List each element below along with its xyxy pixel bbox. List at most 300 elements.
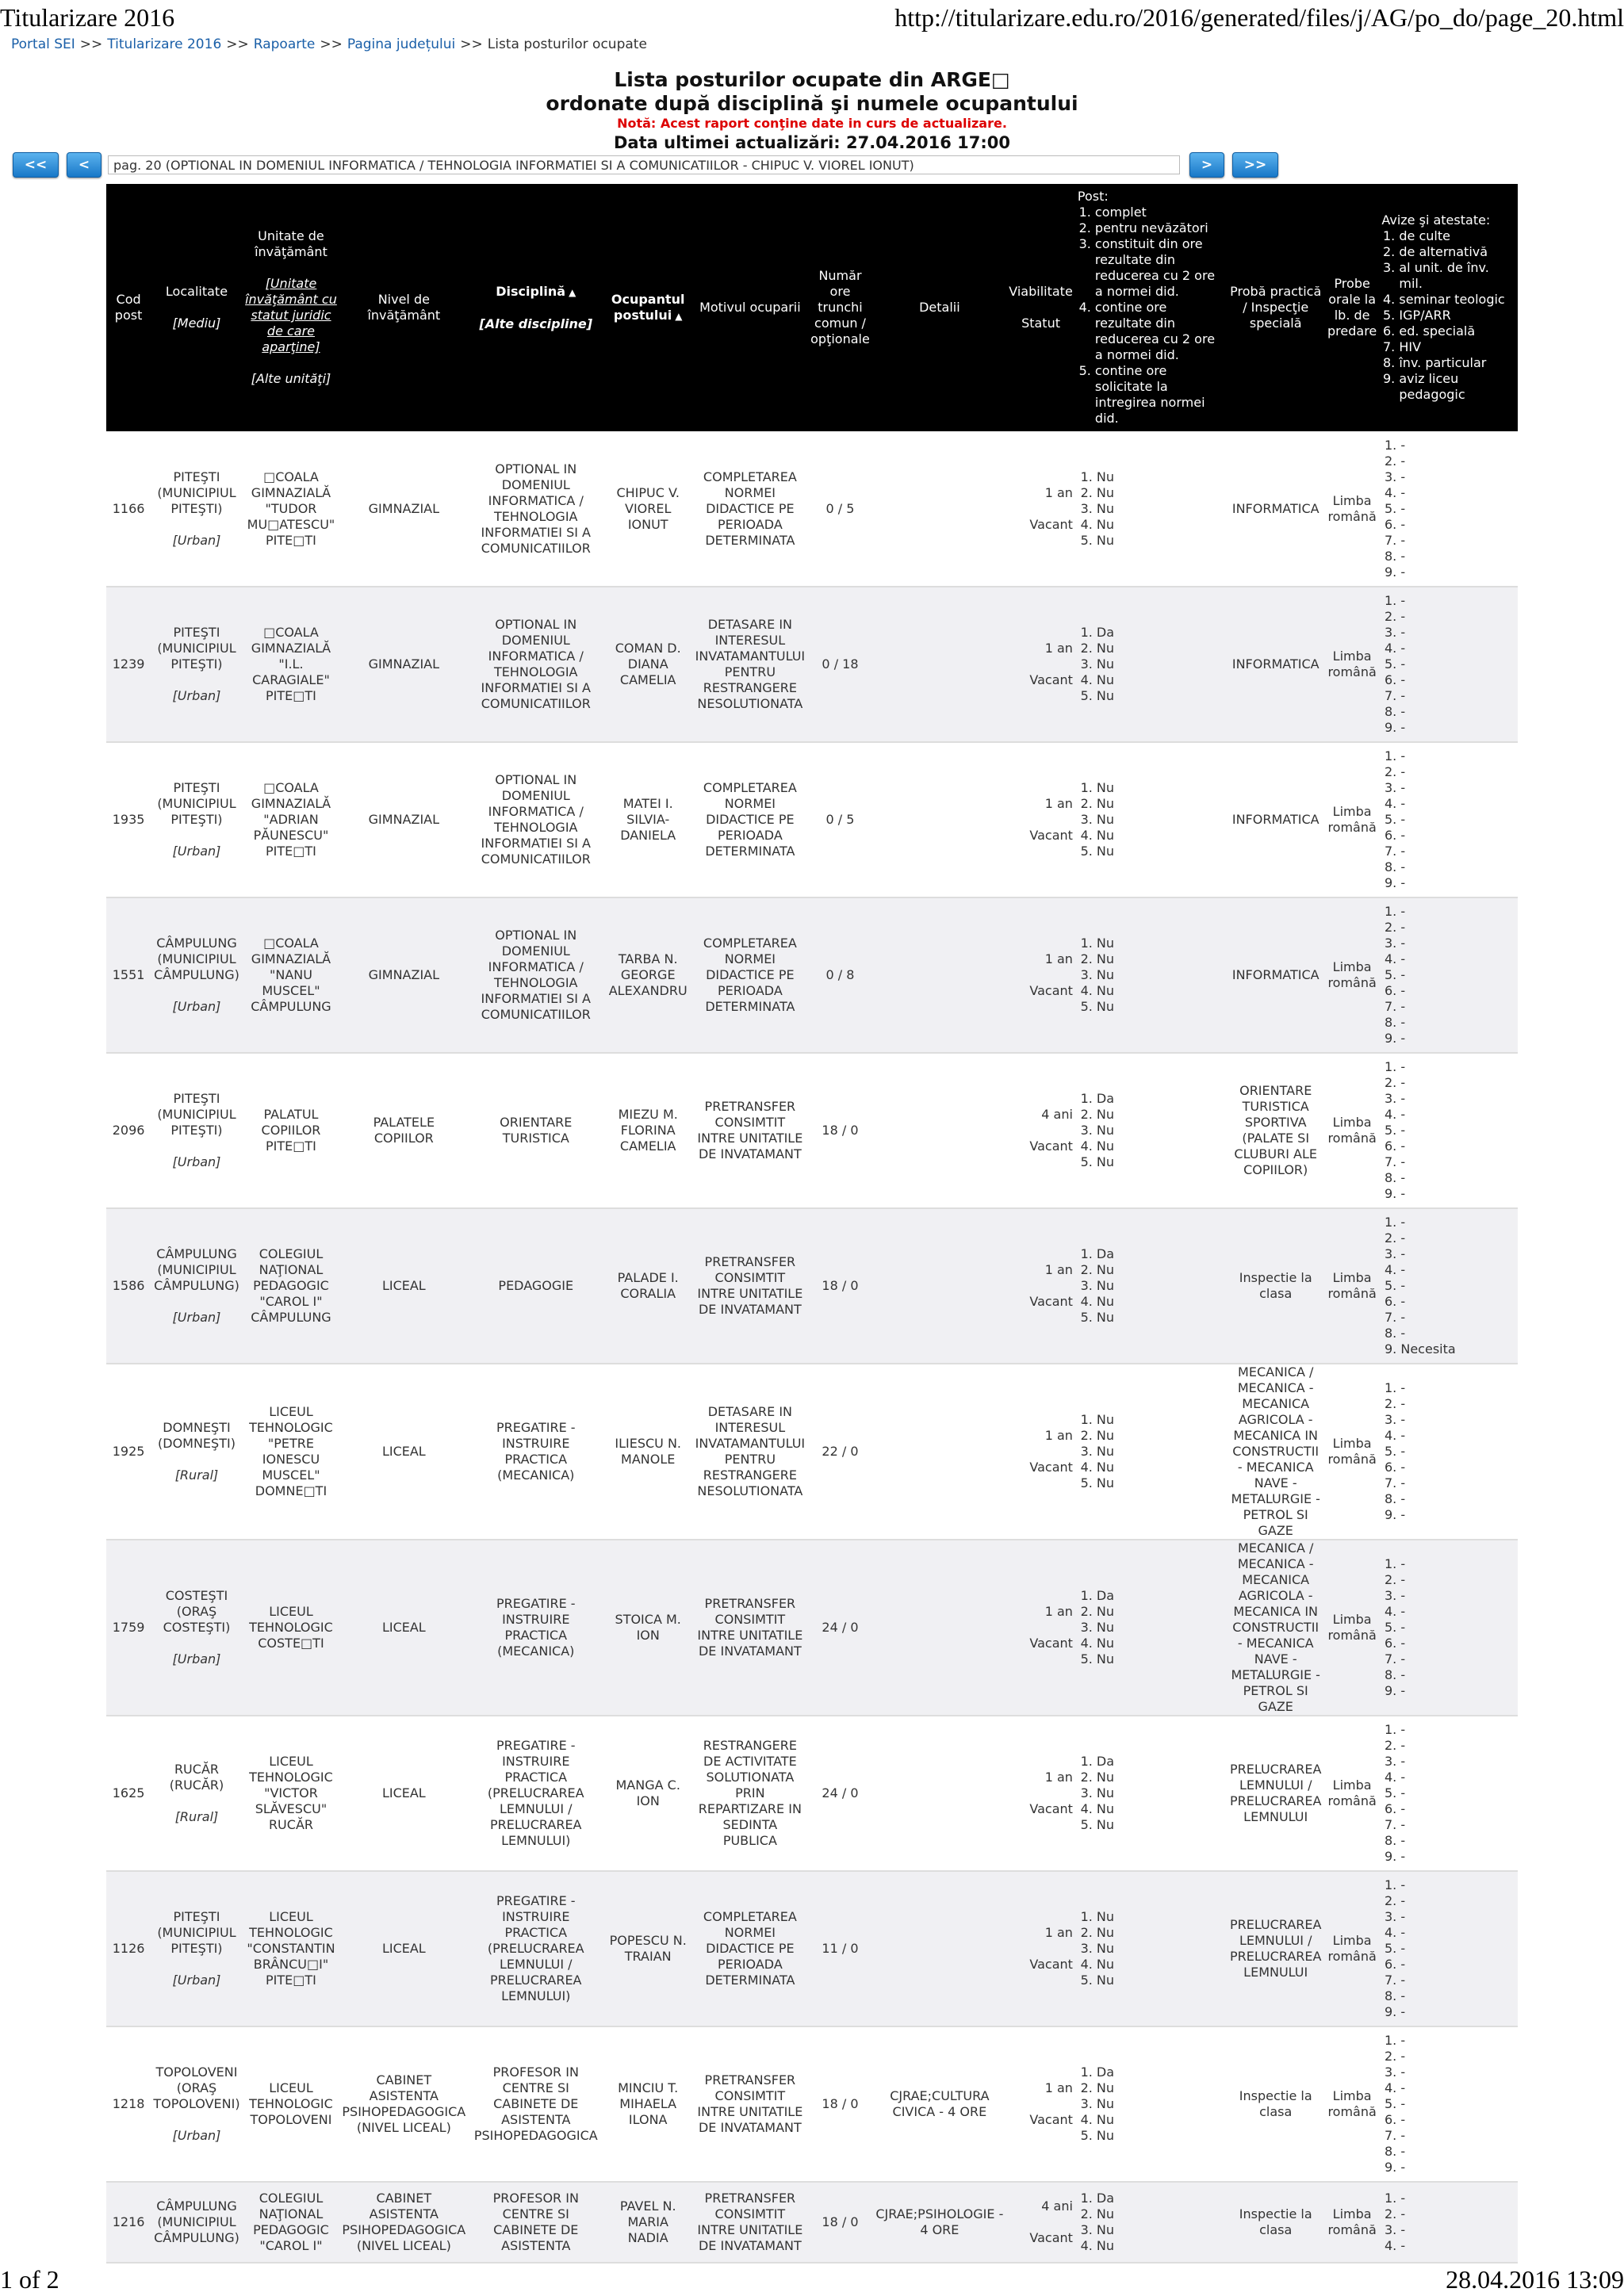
post-flag: 1. Da xyxy=(1097,1246,1224,1262)
aviz-value: 7. - xyxy=(1400,999,1515,1015)
cell-unitate: COLEGIUL NAŢIONAL PEDAGOGIC "CAROL I" CÂMPULUNG xyxy=(243,1208,339,1364)
post-flag: 3. Nu xyxy=(1097,1941,1224,1957)
table-row xyxy=(106,2182,1518,2263)
cell-post xyxy=(1075,1364,1227,1540)
post-flag: 1. Nu xyxy=(1097,469,1224,485)
avize-list xyxy=(1381,1059,1515,1202)
cell-motiv: COMPLETAREA NORMEI DIDACTICE PE PERIOADA DETERMINATA xyxy=(692,742,807,897)
post-flag: 5. Nu xyxy=(1097,2128,1224,2144)
statut-text: Vacant xyxy=(1029,1138,1073,1154)
cell-localitate xyxy=(151,2182,243,2263)
cell-localitate xyxy=(151,1053,243,1208)
aviz-value: 1. - xyxy=(1400,1380,1515,1396)
cell-post xyxy=(1075,897,1227,1053)
cell-localitate xyxy=(151,431,243,587)
avize-list xyxy=(1381,1722,1515,1865)
aviz-value: 2. - xyxy=(1400,1230,1515,1246)
aviz-value: 3. - xyxy=(1400,1754,1515,1770)
cell-ocupant: MIEZU M. FLORINA CAMELIA xyxy=(603,1053,692,1208)
col-ore: Număr ore trunchi comun / opţionale xyxy=(807,184,872,431)
table-header-row xyxy=(106,184,1518,431)
report-title: Lista posturilor ocupate din ARGE□ xyxy=(614,68,1010,91)
avize-legend-item: 5. IGP/ARR xyxy=(1399,308,1515,323)
post-flag: 2. Nu xyxy=(1097,1604,1224,1620)
breadcrumb-link-titularizare[interactable]: Titularizare 2016 xyxy=(107,36,222,52)
cell-cod: 1625 xyxy=(106,1716,151,1871)
cell-proba: MECANICA / MECANICA - MECANICA AGRICOLA - MECANICA IN CONSTRUCTII - MECANICA NAVE - METALURGIE - PETROL SI GAZE xyxy=(1227,1540,1325,1716)
cell-viabilitate xyxy=(1006,587,1075,742)
cell-viabilitate xyxy=(1006,2182,1075,2263)
cell-proba: INFORMATICA xyxy=(1227,897,1325,1053)
cell-post xyxy=(1075,1540,1227,1716)
statut-text: Vacant xyxy=(1029,1460,1073,1475)
aviz-value: 6. - xyxy=(1400,672,1515,688)
last-page-button[interactable]: >> xyxy=(1232,152,1278,178)
table-row xyxy=(106,1364,1518,1540)
cell-disciplina: OPTIONAL IN DOMENIUL INFORMATICA / TEHNOLOGIA INFORMATIEI SI A COMUNICATIILOR xyxy=(469,431,604,587)
cell-post xyxy=(1075,2182,1227,2263)
cell-limba: Limba română xyxy=(1325,1716,1379,1871)
page-select[interactable]: pag. 20 (OPTIONAL IN DOMENIUL INFORMATICA / TEHNOLOGIA INFORMATIEI SI A COMUNICATIILOR - CHIPUC V. VIOREL IONUT) xyxy=(108,155,1180,174)
cell-motiv: DETASARE IN INTERESUL INVATAMANTULUI PENTRU RESTRANGERE NESOLUTIONATA xyxy=(692,587,807,742)
aviz-value: 5. - xyxy=(1400,967,1515,983)
post-flag: 4. Nu xyxy=(1097,1460,1224,1475)
aviz-value: 7. - xyxy=(1400,1475,1515,1491)
cell-ore: 18 / 0 xyxy=(807,2182,872,2263)
post-flag: 4. Nu xyxy=(1097,672,1224,688)
cell-detalii xyxy=(873,897,1007,1053)
post-flag: 1. Nu xyxy=(1097,936,1224,951)
cell-localitate xyxy=(151,742,243,897)
cell-motiv: PRETRANSFER CONSIMTIT INTRE UNITATILE DE INVATAMANT xyxy=(692,1208,807,1364)
cell-viabilitate xyxy=(1006,742,1075,897)
viabilitate-text: 1 an xyxy=(1044,1428,1073,1443)
statut-text: Vacant xyxy=(1029,2112,1073,2127)
cell-cod: 1759 xyxy=(106,1540,151,1716)
cell-ore: 0 / 18 xyxy=(807,587,872,742)
localitate-text: PITEŞTI (MUNICIPIUL PITEŞTI) xyxy=(157,1091,236,1138)
post-flags-list xyxy=(1078,936,1224,1015)
aviz-value: 8. - xyxy=(1400,1491,1515,1507)
aviz-value: 3. - xyxy=(1400,2064,1515,2080)
aviz-value: 6. - xyxy=(1400,1801,1515,1817)
post-flag: 5. Nu xyxy=(1097,688,1224,704)
post-flag: 5. Nu xyxy=(1097,1310,1224,1326)
avize-legend-item: 8. înv. particular xyxy=(1399,355,1515,371)
post-flag: 3. Nu xyxy=(1097,812,1224,828)
cell-localitate xyxy=(151,1208,243,1364)
aviz-value: 5. - xyxy=(1400,1123,1515,1138)
cell-detalii xyxy=(873,1540,1007,1716)
cell-cod: 1166 xyxy=(106,431,151,587)
col-nivel: Nivel de învăţământ xyxy=(339,184,468,431)
cell-post xyxy=(1075,587,1227,742)
aviz-value: 5. - xyxy=(1400,2096,1515,2112)
post-flag: 3. Nu xyxy=(1097,656,1224,672)
col-proba: Probă practică / Inspecţie specială xyxy=(1227,184,1325,431)
cell-post xyxy=(1075,742,1227,897)
table-row xyxy=(106,742,1518,897)
cell-unitate: LICEUL TEHNOLOGIC TOPOLOVENI xyxy=(243,2026,339,2182)
avize-legend-item: 6. ed. specială xyxy=(1399,323,1515,339)
prev-page-button[interactable]: < xyxy=(67,152,102,178)
mediu-text: [Urban] xyxy=(172,844,221,859)
aviz-value: 1. - xyxy=(1400,1556,1515,1572)
cell-avize xyxy=(1379,1364,1518,1540)
statut-text: Vacant xyxy=(1029,828,1073,843)
cell-avize xyxy=(1379,2026,1518,2182)
post-flag: 4. Nu xyxy=(1097,2112,1224,2128)
breadcrumb-link-portal[interactable]: Portal SEI xyxy=(11,36,75,52)
cell-proba: PRELUCRAREA LEMNULUI / PRELUCRAREA LEMNULUI xyxy=(1227,1871,1325,2026)
localitate-text: RUCĂR (RUCĂR) xyxy=(169,1762,224,1793)
sort-ocupant[interactable]: Ocupantul postului xyxy=(611,291,685,323)
aviz-value: 3. - xyxy=(1400,625,1515,641)
post-flag: 5. Nu xyxy=(1097,1154,1224,1170)
cell-viabilitate xyxy=(1006,1053,1075,1208)
cell-nivel: GIMNAZIAL xyxy=(339,897,468,1053)
post-flag: 1. Da xyxy=(1097,1588,1224,1604)
aviz-value: 6. - xyxy=(1400,983,1515,999)
post-flag: 3. Nu xyxy=(1097,967,1224,983)
avize-list xyxy=(1381,2033,1515,2175)
aviz-value: 1. - xyxy=(1400,1059,1515,1075)
cell-limba: Limba română xyxy=(1325,897,1379,1053)
aviz-value: 9. - xyxy=(1400,1031,1515,1047)
table-row xyxy=(106,1053,1518,1208)
cell-motiv: PRETRANSFER CONSIMTIT INTRE UNITATILE DE INVATAMANT xyxy=(692,2026,807,2182)
viabilitate-text: 4 ani xyxy=(1041,1107,1073,1122)
statut-text: Vacant xyxy=(1029,1801,1073,1816)
aviz-value: 4. - xyxy=(1400,796,1515,812)
cell-ocupant: MATEI I. SILVIA-DANIELA xyxy=(603,742,692,897)
cell-disciplina: PREGATIRE - INSTRUIRE PRACTICA (PRELUCRAREA LEMNULUI / PRELUCRAREA LEMNULUI) xyxy=(469,1716,604,1871)
cell-post xyxy=(1075,1053,1227,1208)
cell-motiv: PRETRANSFER CONSIMTIT INTRE UNITATILE DE INVATAMANT xyxy=(692,1540,807,1716)
col-post: Post: 1. complet 2. pentru nevăzători 3. constituit din ore rezultate din reducerea cu 2 ore a normei did. 4. contine ore rezultate din reducerea cu 2 ore a normei did. 5. contine ore solicitate la intregirea normei did. xyxy=(1075,184,1227,431)
cell-limba: Limba română xyxy=(1325,587,1379,742)
cell-post xyxy=(1075,2026,1227,2182)
avize-list xyxy=(1381,1556,1515,1699)
avize-list xyxy=(1381,748,1515,891)
post-flag: 3. Nu xyxy=(1097,1444,1224,1460)
cell-cod: 1239 xyxy=(106,587,151,742)
statut-text: Vacant xyxy=(1029,672,1073,687)
aviz-value: 2. - xyxy=(1400,1572,1515,1588)
table-row xyxy=(106,1716,1518,1871)
post-flags-list xyxy=(1078,1246,1224,1326)
aviz-value: 6. - xyxy=(1400,828,1515,844)
post-flags-list xyxy=(1078,1909,1224,1988)
breadcrumb-link-judet[interactable]: Pagina județului xyxy=(347,36,456,52)
aviz-value: 5. - xyxy=(1400,1941,1515,1957)
cell-localitate xyxy=(151,1540,243,1716)
cell-unitate: LICEUL TEHNOLOGIC "CONSTANTIN BRÂNCU□I" PITE□TI xyxy=(243,1871,339,2026)
cell-detalii xyxy=(873,587,1007,742)
cell-proba: ORIENTARE TURISTICA SPORTIVA (PALATE SI CLUBURI ALE COPIILOR) xyxy=(1227,1053,1325,1208)
post-flag: 4. Nu xyxy=(1097,828,1224,844)
aviz-value: 5. - xyxy=(1400,812,1515,828)
cell-unitate: □COALA GIMNAZIALĂ "ADRIAN PĂUNESCU" PITE□TI xyxy=(243,742,339,897)
localitate-text: PITEŞTI (MUNICIPIUL PITEŞTI) xyxy=(157,469,236,516)
mediu-text: [Urban] xyxy=(172,1154,221,1169)
print-page-url: http://titularizare.edu.ro/2016/generated/files/j/AG/po_do/page_20.html xyxy=(894,3,1624,32)
post-flag: 5. Nu xyxy=(1097,1817,1224,1833)
localitate-text: TOPOLOVENI (ORAŞ TOPOLOVENI) xyxy=(153,2064,240,2111)
avize-legend-item: 9. aviz liceu pedagogic xyxy=(1399,371,1515,403)
cell-avize xyxy=(1379,587,1518,742)
cell-proba: INFORMATICA xyxy=(1227,431,1325,587)
cell-ore: 24 / 0 xyxy=(807,1540,872,1716)
cell-proba: PRELUCRAREA LEMNULUI / PRELUCRAREA LEMNULUI xyxy=(1227,1716,1325,1871)
cell-unitate: LICEUL TEHNOLOGIC COSTE□TI xyxy=(243,1540,339,1716)
localitate-text: PITEŞTI (MUNICIPIUL PITEŞTI) xyxy=(157,1909,236,1956)
mediu-text: [Rural] xyxy=(174,1809,219,1824)
first-page-button[interactable]: << xyxy=(13,152,59,178)
localitate-text: PITEŞTI (MUNICIPIUL PITEŞTI) xyxy=(157,780,236,827)
cell-unitate: □COALA GIMNAZIALĂ "TUDOR MU□ATESCU" PITE□TI xyxy=(243,431,339,587)
report-subtitle: ordonate după disciplină şi numele ocupantului xyxy=(546,92,1078,115)
cell-post xyxy=(1075,1871,1227,2026)
cell-detalii xyxy=(873,431,1007,587)
cell-unitate: □COALA GIMNAZIALĂ "I.L. CARAGIALE" PITE□TI xyxy=(243,587,339,742)
aviz-value: 3. - xyxy=(1400,1091,1515,1107)
avize-list xyxy=(1381,593,1515,736)
cell-motiv: PRETRANSFER CONSIMTIT INTRE UNITATILE DE INVATAMANT xyxy=(692,2182,807,2263)
localitate-text: CÂMPULUNG (MUNICIPIUL CÂMPULUNG) xyxy=(154,936,239,982)
aviz-value: 2. - xyxy=(1400,920,1515,936)
post-flag: 3. Nu xyxy=(1097,2222,1224,2238)
cell-localitate xyxy=(151,1871,243,2026)
aviz-value: 8. - xyxy=(1400,549,1515,564)
aviz-value: 8. - xyxy=(1400,1833,1515,1849)
cell-nivel: LICEAL xyxy=(339,1716,468,1871)
cell-motiv: COMPLETAREA NORMEI DIDACTICE PE PERIOADA DETERMINATA xyxy=(692,431,807,587)
avize-legend-item: 7. HIV xyxy=(1399,339,1515,355)
cell-limba: Limba română xyxy=(1325,431,1379,587)
aviz-value: 1. - xyxy=(1400,2033,1515,2049)
aviz-value: 6. - xyxy=(1400,1138,1515,1154)
cell-limba: Limba română xyxy=(1325,2026,1379,2182)
col-unitate-sub[interactable]: [Unitate învăţământ cu statut juridic de care aparţine] xyxy=(245,276,337,354)
post-flag: 4. Nu xyxy=(1097,517,1224,533)
col-avize: Avize şi atestate: 1. de culte 2. de alternativă 3. al unit. de înv. mil. 4. seminar teologic 5. IGP/ARR 6. ed. specială 7. HIV 8. înv. particular 9. aviz liceu pedagogic xyxy=(1379,184,1518,431)
aviz-value: 9. - xyxy=(1400,1683,1515,1699)
cell-nivel: CABINET ASISTENTA PSIHOPEDAGOGICA (NIVEL LICEAL) xyxy=(339,2182,468,2263)
aviz-value: 6. - xyxy=(1400,1636,1515,1651)
avize-legend-item: 1. de culte xyxy=(1399,228,1515,244)
aviz-value: 8. - xyxy=(1400,1988,1515,2004)
cell-localitate xyxy=(151,587,243,742)
cell-viabilitate xyxy=(1006,2026,1075,2182)
viabilitate-text: 1 an xyxy=(1044,1604,1073,1619)
post-legend-item: 2. pentru nevăzători xyxy=(1095,220,1224,236)
cell-nivel: GIMNAZIAL xyxy=(339,431,468,587)
post-flag: 3. Nu xyxy=(1097,1278,1224,1294)
aviz-value: 9. - xyxy=(1400,2160,1515,2175)
post-flags-list xyxy=(1078,625,1224,704)
aviz-value: 9. - xyxy=(1400,1186,1515,1202)
aviz-value: 3. - xyxy=(1400,1412,1515,1428)
col-alte-unitati: [Alte unităţi] xyxy=(251,371,331,386)
localitate-text: COSTEŞTI (ORAŞ COSTEŞTI) xyxy=(163,1588,231,1635)
viabilitate-text: 1 an xyxy=(1044,484,1073,500)
post-flag: 5. Nu xyxy=(1097,999,1224,1015)
cell-post xyxy=(1075,1716,1227,1871)
cell-cod: 1216 xyxy=(106,2182,151,2263)
aviz-value: 2. - xyxy=(1400,2049,1515,2064)
avize-legend-item: 2. de alternativă xyxy=(1399,244,1515,260)
cell-detalii xyxy=(873,1364,1007,1540)
aviz-value: 3. - xyxy=(1400,469,1515,485)
aviz-value: 4. - xyxy=(1400,1107,1515,1123)
cell-limba: Limba română xyxy=(1325,742,1379,897)
cell-limba: Limba română xyxy=(1325,2182,1379,2263)
mediu-text: [Urban] xyxy=(172,688,221,703)
cell-disciplina: PREGATIRE - INSTRUIRE PRACTICA (MECANICA) xyxy=(469,1364,604,1540)
col-ocupant xyxy=(603,184,692,431)
viabilitate-text: 1 an xyxy=(1044,796,1073,811)
post-flags-list xyxy=(1078,1754,1224,1833)
print-page-counter: 1 of 2 xyxy=(0,2265,59,2294)
post-flag: 1. Da xyxy=(1097,625,1224,641)
viabilitate-text: 4 ani xyxy=(1041,2198,1073,2214)
localitate-text: CÂMPULUNG (MUNICIPIUL CÂMPULUNG) xyxy=(154,1246,239,1293)
post-flag: 2. Nu xyxy=(1097,951,1224,967)
table-row xyxy=(106,587,1518,742)
localitate-text: CÂMPULUNG (MUNICIPIUL CÂMPULUNG) xyxy=(154,2198,239,2245)
post-flag: 4. Nu xyxy=(1097,1294,1224,1310)
mediu-text: [Urban] xyxy=(172,1651,221,1667)
cell-ocupant: POPESCU N. TRAIAN xyxy=(603,1871,692,2026)
col-unitate: Unitate de învăţământ [Unitate învăţământ cu statut juridic de care aparţine] [Alte unităţi] xyxy=(243,184,339,431)
cell-ore: 18 / 0 xyxy=(807,1053,872,1208)
aviz-value: 4. - xyxy=(1400,951,1515,967)
cell-ore: 22 / 0 xyxy=(807,1364,872,1540)
cell-cod: 1925 xyxy=(106,1364,151,1540)
post-flag: 1. Da xyxy=(1097,1754,1224,1770)
cell-viabilitate xyxy=(1006,431,1075,587)
statut-text: Vacant xyxy=(1029,2230,1073,2245)
cell-viabilitate xyxy=(1006,897,1075,1053)
avize-list xyxy=(1381,1380,1515,1523)
cell-localitate xyxy=(151,1364,243,1540)
aviz-value: 9. - xyxy=(1400,2004,1515,2020)
col-mediu: [Mediu] xyxy=(172,316,221,331)
aviz-value: 5. - xyxy=(1400,1620,1515,1636)
aviz-value: 4. - xyxy=(1400,1604,1515,1620)
report-note: Notă: Acest raport conţine date in curs de actualizare. xyxy=(617,116,1007,131)
cell-ocupant: MINCIU T. MIHAELA ILONA xyxy=(603,2026,692,2182)
cell-avize xyxy=(1379,897,1518,1053)
cell-proba: INFORMATICA xyxy=(1227,742,1325,897)
aviz-value: 4. - xyxy=(1400,1925,1515,1941)
cell-avize xyxy=(1379,742,1518,897)
aviz-value: 7. - xyxy=(1400,2128,1515,2144)
post-flag: 1. Nu xyxy=(1097,1412,1224,1428)
aviz-value: 8. - xyxy=(1400,2144,1515,2160)
post-flag: 2. Nu xyxy=(1097,796,1224,812)
aviz-value: 4. - xyxy=(1400,485,1515,501)
post-flag: 1. Da xyxy=(1097,2191,1224,2206)
posts-table xyxy=(106,184,1518,2263)
cell-limba: Limba română xyxy=(1325,1871,1379,2026)
avize-legend-item: 4. seminar teologic xyxy=(1399,292,1515,308)
next-page-button[interactable]: > xyxy=(1189,152,1224,178)
sort-asc-icon[interactable]: ▲ xyxy=(675,310,683,322)
cell-ocupant: STOICA M. ION xyxy=(603,1540,692,1716)
avize-list xyxy=(1381,2191,1515,2254)
aviz-value: 1. - xyxy=(1400,1722,1515,1738)
cell-cod: 1218 xyxy=(106,2026,151,2182)
cell-viabilitate xyxy=(1006,1716,1075,1871)
table-row xyxy=(106,2026,1518,2182)
post-flag: 1. Da xyxy=(1097,1091,1224,1107)
post-flag: 5. Nu xyxy=(1097,533,1224,549)
cell-motiv: DETASARE IN INTERESUL INVATAMANTULUI PENTRU RESTRANGERE NESOLUTIONATA xyxy=(692,1364,807,1540)
cell-avize xyxy=(1379,1540,1518,1716)
cell-cod: 1551 xyxy=(106,897,151,1053)
cell-detalii xyxy=(873,1053,1007,1208)
aviz-value: 1. - xyxy=(1400,2191,1515,2206)
col-alte-discipline: [Alte discipline] xyxy=(479,316,593,331)
cell-cod: 1586 xyxy=(106,1208,151,1364)
cell-cod: 1126 xyxy=(106,1871,151,2026)
aviz-value: 4. - xyxy=(1400,2080,1515,2096)
cell-nivel: LICEAL xyxy=(339,1540,468,1716)
aviz-value: 7. - xyxy=(1400,533,1515,549)
breadcrumb-current: Lista posturilor ocupate xyxy=(487,36,647,52)
aviz-value: 8. - xyxy=(1400,1015,1515,1031)
aviz-value: 4. - xyxy=(1400,2238,1515,2254)
aviz-value: 5. - xyxy=(1400,1278,1515,1294)
aviz-value: 1. - xyxy=(1400,1215,1515,1230)
statut-text: Vacant xyxy=(1029,1957,1073,1972)
col-detalii: Detalii xyxy=(873,184,1007,431)
post-legend-item: 5. contine ore solicitate la intregirea normei did. xyxy=(1095,363,1224,427)
avize-list xyxy=(1381,1215,1515,1357)
sort-asc-icon[interactable]: ▲ xyxy=(569,286,576,298)
viabilitate-text: 1 an xyxy=(1044,1262,1073,1277)
post-flag: 2. Nu xyxy=(1097,1262,1224,1278)
statut-text: Vacant xyxy=(1029,983,1073,998)
aviz-value: 2. - xyxy=(1400,453,1515,469)
table-row xyxy=(106,1540,1518,1716)
col-localitate: Localitate [Mediu] xyxy=(151,184,243,431)
cell-post xyxy=(1075,431,1227,587)
sort-disciplina[interactable]: Disciplină xyxy=(496,283,566,299)
aviz-value: 1. - xyxy=(1400,748,1515,764)
breadcrumb-link-rapoarte[interactable]: Rapoarte xyxy=(253,36,316,52)
cell-motiv: PRETRANSFER CONSIMTIT INTRE UNITATILE DE INVATAMANT xyxy=(692,1053,807,1208)
cell-post xyxy=(1075,1208,1227,1364)
post-flag: 5. Nu xyxy=(1097,1973,1224,1988)
cell-motiv: COMPLETAREA NORMEI DIDACTICE PE PERIOADA DETERMINATA xyxy=(692,1871,807,2026)
post-flags-list xyxy=(1078,2191,1224,2254)
cell-limba: Limba română xyxy=(1325,1053,1379,1208)
viabilitate-text: 1 an xyxy=(1044,1770,1073,1785)
cell-unitate: LICEUL TEHNOLOGIC "VICTOR SLĂVESCU" RUCĂR xyxy=(243,1716,339,1871)
cell-disciplina: PEDAGOGIE xyxy=(469,1208,604,1364)
viabilitate-text: 1 an xyxy=(1044,641,1073,656)
table-row xyxy=(106,431,1518,587)
post-flag: 3. Nu xyxy=(1097,1785,1224,1801)
aviz-value: 5. - xyxy=(1400,501,1515,517)
aviz-value: 7. - xyxy=(1400,1817,1515,1833)
aviz-value: 1. - xyxy=(1400,438,1515,453)
statut-text: Vacant xyxy=(1029,516,1073,532)
cell-nivel: GIMNAZIAL xyxy=(339,587,468,742)
